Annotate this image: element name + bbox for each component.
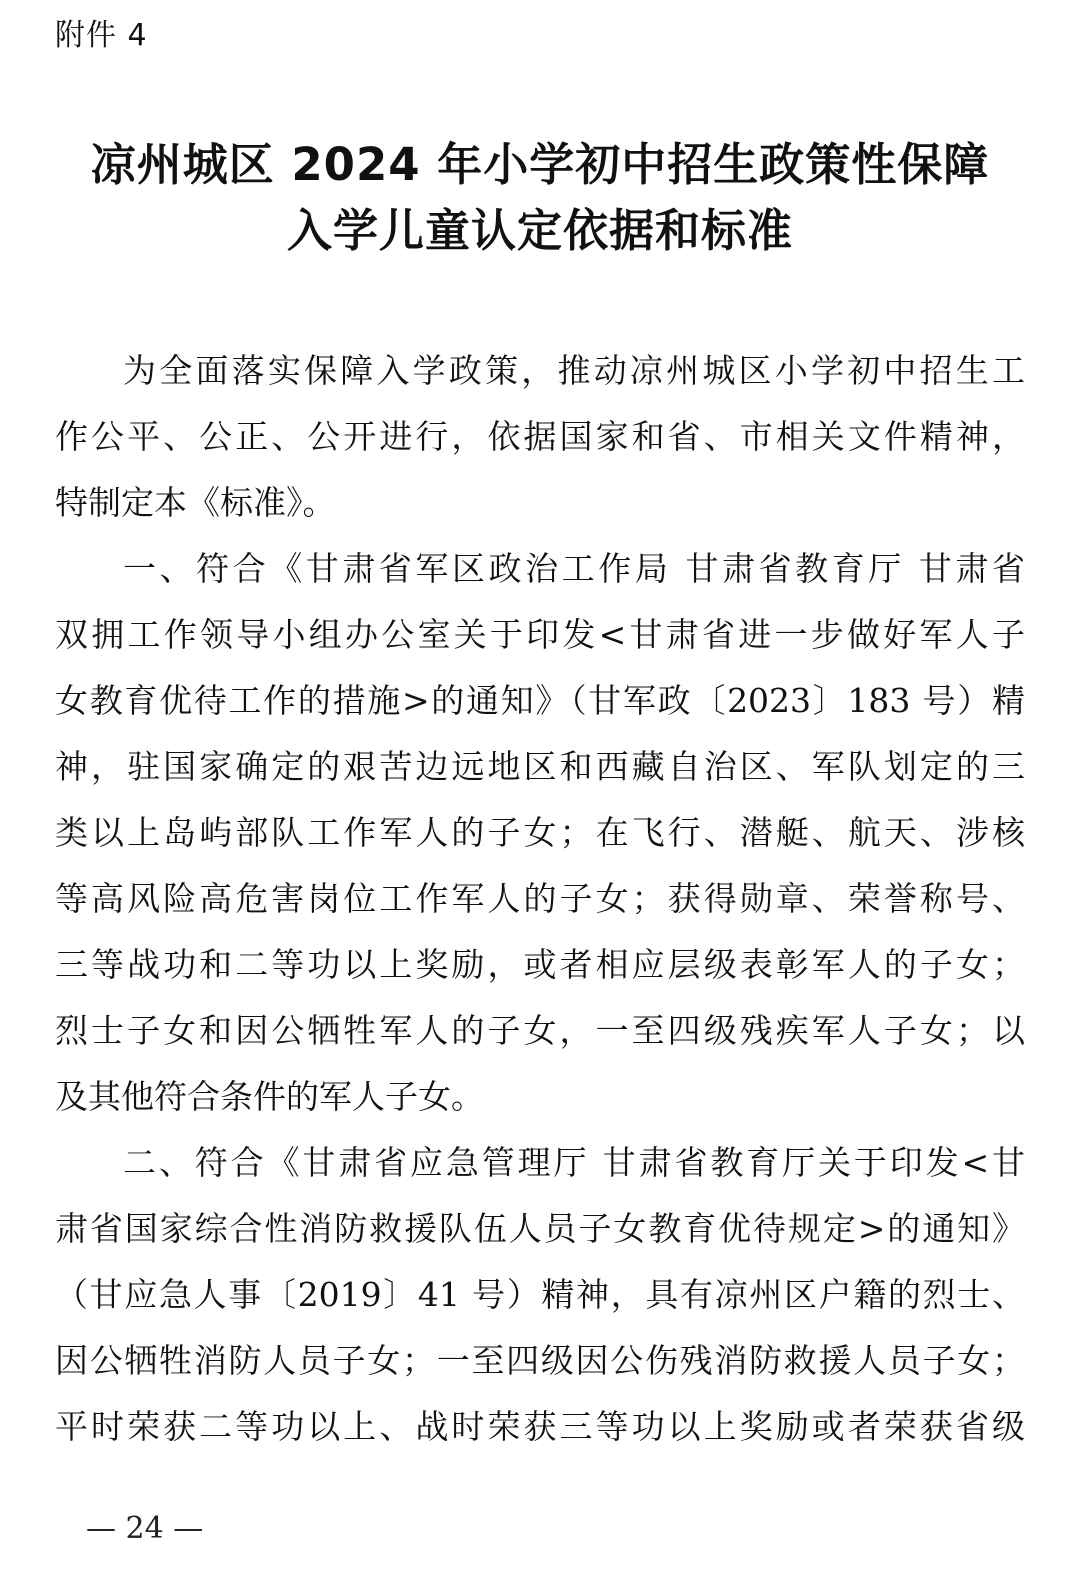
- paragraph-line: 作公平、公正、公开进行，依据国家和省、市相关文件精神，: [55, 417, 1025, 456]
- paragraph-section-2: [55, 1130, 1025, 1460]
- paragraph-line: 为全面落实保障入学政策，推动凉州城区小学初中招生工: [123, 351, 1025, 390]
- paragraph-line: 烈士子女和因公牺牲军人的子女，一至四级残疾军人子女；以: [55, 1011, 1025, 1050]
- document-title: [0, 132, 1080, 264]
- paragraph-line: 二、符合《甘肃省应急管理厅 甘肃省教育厅关于印发<甘: [123, 1143, 1025, 1182]
- paragraph-line: 女教育优待工作的措施>的通知》（甘军政〔2023〕183 号）精: [55, 681, 1025, 720]
- attachment-label: 附件 4: [55, 18, 148, 53]
- paragraph-intro: [55, 338, 1025, 536]
- title-line-1: 凉州城区 2024 年小学初中招生政策性保障: [90, 138, 990, 191]
- paragraph-line: 肃省国家综合性消防救援队伍人员子女教育优待规定>的通知》: [55, 1209, 1025, 1248]
- title-line-2: 入学儿童认定依据和标准: [286, 204, 793, 257]
- paragraph-line: 特制定本《标准》。: [55, 483, 336, 522]
- paragraph-section-1: [55, 536, 1025, 1130]
- paragraph-line: 双拥工作领导小组办公室关于印发<甘肃省进一步做好军人子: [55, 615, 1025, 654]
- paragraph-line: 平时荣获二等功以上、战时荣获三等功以上奖励或者荣获省级: [55, 1407, 1025, 1446]
- paragraph-line: 三等战功和二等功以上奖励，或者相应层级表彰军人的子女；: [55, 945, 1025, 984]
- document-body: [55, 338, 1025, 1460]
- paragraph-line: 因公牺牲消防人员子女；一至四级因公伤残消防救援人员子女；: [55, 1341, 1025, 1380]
- paragraph-line: 一、符合《甘肃省军区政治工作局 甘肃省教育厅 甘肃省: [123, 549, 1025, 588]
- paragraph-line: （甘应急人事〔2019〕41 号）精神，具有凉州区户籍的烈士、: [55, 1275, 1025, 1314]
- paragraph-line: 及其他符合条件的军人子女。: [55, 1077, 484, 1116]
- paragraph-line: 神，驻国家确定的艰苦边远地区和西藏自治区、军队划定的三: [55, 747, 1025, 786]
- page-number: — 24 —: [86, 1511, 204, 1546]
- paragraph-line: 类以上岛屿部队工作军人的子女；在飞行、潜艇、航天、涉核: [55, 813, 1025, 852]
- paragraph-line: 等高风险高危害岗位工作军人的子女；获得勋章、荣誉称号、: [55, 879, 1025, 918]
